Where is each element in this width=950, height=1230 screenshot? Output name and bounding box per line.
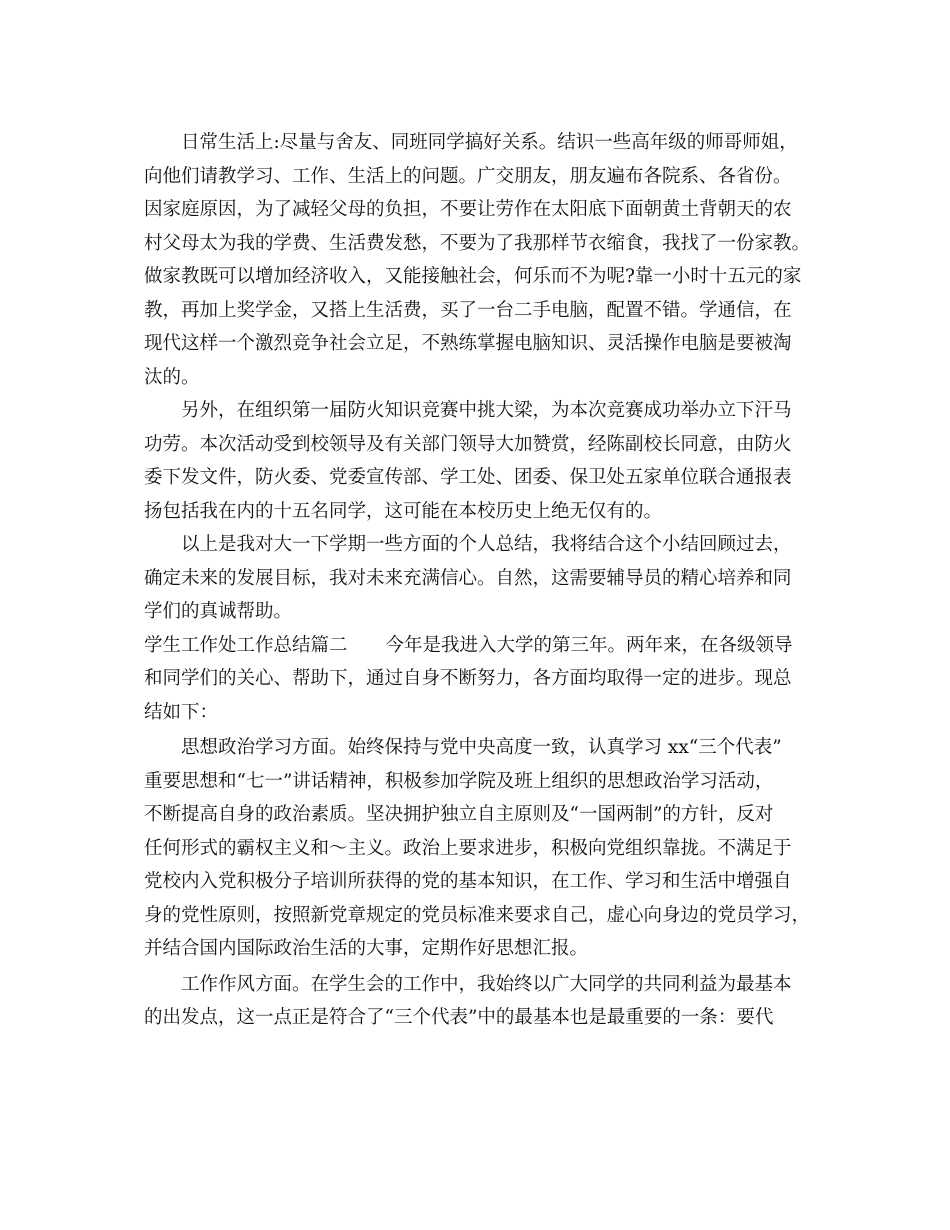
text-line: 向他们请教学习、工作、生活上的问题。广交朋友，朋友遍布各院系、各省份。 [144, 165, 792, 187]
document-body [144, 126, 810, 1035]
text-line: 身的党性原则，按照新党章规定的党员标准来要求自己，虚心向身边的党员学习， [144, 904, 811, 926]
text-line: 重要思想和“七一”讲话精神，积极参加学院及班上组织的思想政治学习活动， [144, 770, 774, 792]
text-line: 功劳。本次活动受到校领导及有关部门领导大加赞赏，经陈副校长同意，由防火 [144, 433, 792, 455]
text-line: 思想政治学习方面。始终保持与党中央高度一致，认真学习 xx“三个代表” [181, 737, 782, 758]
text-line: 扬包括我在内的十五名同学，这可能在本校历史上绝无仅有的。 [144, 500, 663, 522]
text-line: 并结合国内国际政治生活的大事，定期作好思想汇报。 [144, 938, 589, 959]
paragraph-political-study [144, 731, 810, 966]
text-line: 现代这样一个激烈竞争社会立足，不熟练掌握电脑知识、灵活操作电脑是要被淘 [144, 333, 792, 354]
text-line: 另外，在组织第一届防火知识竞赛中挑大梁，为本次竞赛成功举办立下汗马 [181, 400, 792, 421]
text-line: 教，再加上奖学金，又搭上生活费，买了一台二手电脑，配置不错。学通信，在 [144, 299, 792, 321]
text-line: 任何形式的霸权主义和～主义。政治上要求进步，积极向党组织靠拢。不满足于 [144, 837, 792, 859]
text-line: 的出发点，这一点正是符合了“三个代表”中的最基本也是最重要的一条：要代 [144, 1007, 774, 1028]
paragraph-summary [144, 528, 810, 629]
heading-line-text: 今年是我进入大学的第三年。两年来，在各级领导 [385, 634, 793, 656]
paragraph-daily-life [144, 126, 810, 394]
text-line: 做家教既可以增加经济收入，又能接触社会，何乐而不为呢?靠一小时十五元的家 [144, 266, 802, 287]
paragraph-fire-competition [144, 394, 810, 528]
text-line: 和同学们的关心、帮助下，通过自身不断努力，各方面均取得一定的进步。现总 [144, 668, 792, 689]
paragraph-work-style [144, 968, 810, 1035]
text-line: 工作作风方面。在学生会的工作中，我始终以广大同学的共同利益为最基本 [181, 973, 792, 995]
text-line: 不断提高自身的政治素质。坚决拥护独立自主原则及“一国两制”的方针，反对 [144, 804, 774, 825]
paragraph-section-two [144, 629, 810, 730]
text-line: 委下发文件，防火委、党委宣传部、学工处、团委、保卫处五家单位联合通报表 [144, 467, 792, 488]
text-line: 日常生活上:尽量与舍友、同班同学搞好关系。结识一些高年级的师哥师姐， [181, 132, 798, 153]
text-line: 因家庭原因，为了减轻父母的负担，不要让劳作在太阳底下面朝黄土背朝天的农 [144, 199, 792, 220]
section-heading: 学生工作处工作总结篇二 [144, 634, 348, 656]
text-line: 结如下： [144, 701, 219, 723]
text-line: 以上是我对大一下学期一些方面的个人总结，我将结合这个小结回顾过去， [181, 534, 792, 555]
text-line: 学们的真诚帮助。 [144, 601, 293, 622]
section-heading-line [144, 629, 810, 663]
text-line: 党校内入党积极分子培训所获得的党的基本知识，在工作、学习和生活中增强自 [144, 871, 792, 892]
text-line: 确定未来的发展目标，我对未来充满信心。自然，这需要辅导员的精心培养和同 [144, 567, 792, 589]
text-line: 村父母太为我的学费、生活费发愁，不要为了我那样节衣缩食，我找了一份家教。 [144, 232, 811, 254]
text-line: 汰的。 [144, 366, 200, 388]
